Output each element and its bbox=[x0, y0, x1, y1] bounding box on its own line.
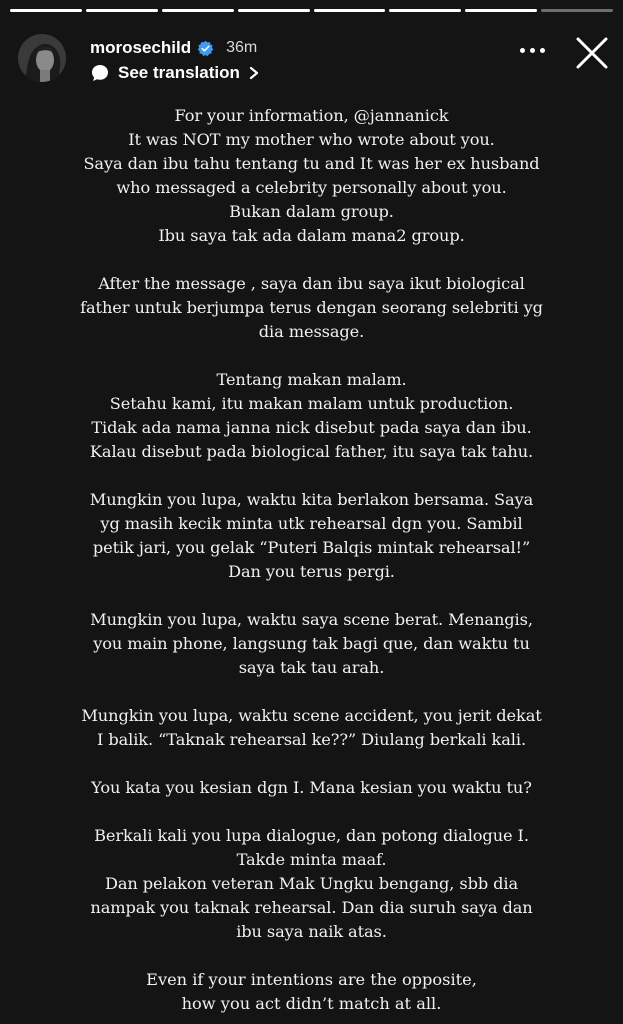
story-paragraph bbox=[20, 704, 603, 752]
verified-badge-icon bbox=[197, 40, 214, 57]
story-line: After the message , saya dan ibu saya ikut biological bbox=[98, 274, 525, 293]
story-line: Saya dan ibu tahu tentang tu and It was her ex husband bbox=[83, 154, 540, 173]
story-paragraph bbox=[20, 272, 603, 344]
more-dot-icon bbox=[540, 48, 545, 53]
story-line: yg masih kecik minta utk rehearsal dgn you. Sambil bbox=[100, 514, 523, 533]
progress-segment bbox=[10, 9, 82, 12]
story-line: father untuk berjumpa terus dengan seorang selebriti yg bbox=[80, 298, 543, 317]
story-progress-bar bbox=[10, 9, 613, 13]
story-paragraph bbox=[20, 104, 603, 248]
story-line: ibu saya naik atas. bbox=[236, 922, 387, 941]
story-line: I balik. “Taknak rehearsal ke??” Diulang berkali kali. bbox=[96, 730, 526, 749]
story-text bbox=[20, 104, 603, 968]
story-paragraph bbox=[20, 608, 603, 680]
story-header bbox=[18, 26, 609, 90]
story-line: Tentang makan malam. bbox=[216, 370, 407, 389]
progress-segment bbox=[314, 9, 386, 12]
avatar[interactable] bbox=[18, 34, 66, 82]
more-options-button[interactable] bbox=[520, 48, 545, 53]
avatar-image bbox=[18, 34, 66, 82]
close-icon[interactable] bbox=[575, 36, 609, 70]
story-line: Bukan dalam group. bbox=[229, 202, 394, 221]
story-line: Takde minta maaf. bbox=[236, 850, 387, 869]
translate-bubble-icon bbox=[90, 63, 110, 83]
story-line: Tidak ada nama janna nick disebut pada saya dan ibu. bbox=[91, 418, 532, 437]
story-line: It was NOT my mother who wrote about you. bbox=[128, 130, 495, 149]
story-line: You kata you kesian dgn I. Mana kesian you waktu tu? bbox=[91, 778, 532, 797]
story-line: Dan pelakon veteran Mak Ungku bengang, sbb dia bbox=[104, 874, 519, 893]
story-line: Setahu kami, itu makan malam untuk production. bbox=[109, 394, 514, 413]
progress-segment bbox=[162, 9, 234, 12]
user-row bbox=[90, 38, 257, 58]
story-line: Mungkin you lupa, waktu kita berlakon bersama. Saya bbox=[89, 490, 534, 509]
story-line: Mungkin you lupa, waktu saya scene berat. Menangis, bbox=[90, 610, 533, 629]
story-paragraph bbox=[20, 824, 603, 944]
story-line: nampak you taknak rehearsal. Dan dia suruh saya dan bbox=[90, 898, 533, 917]
progress-segment bbox=[86, 9, 158, 12]
story-paragraph bbox=[20, 776, 603, 800]
progress-segment bbox=[238, 9, 310, 12]
story-line: saya tak tau arah. bbox=[238, 658, 385, 677]
see-translation-label: See translation bbox=[118, 63, 240, 82]
story-line: who messaged a celebrity personally about you. bbox=[116, 178, 507, 197]
story-line: For your information, @jannanick bbox=[174, 106, 449, 125]
story-line: Berkali kali you lupa dialogue, dan potong dialogue I. bbox=[94, 826, 529, 845]
story-line: dia message. bbox=[258, 322, 365, 341]
story-line: Ibu saya tak ada dalam mana2 group. bbox=[158, 226, 465, 245]
footer-line: Even if your intentions are the opposite, bbox=[146, 970, 477, 989]
story-footer-text bbox=[20, 968, 603, 1016]
progress-segment bbox=[465, 9, 537, 12]
chevron-right-icon bbox=[248, 66, 260, 80]
story-line: Kalau disebut pada biological father, itu saya tak tahu. bbox=[89, 442, 534, 461]
footer-line: how you act didn’t match at all. bbox=[181, 994, 442, 1013]
see-translation-link[interactable] bbox=[90, 63, 260, 83]
post-time: 36m bbox=[226, 39, 258, 56]
story-paragraph bbox=[20, 368, 603, 464]
username[interactable]: morosechild bbox=[90, 38, 192, 57]
story-line: Dan you terus pergi. bbox=[228, 562, 395, 581]
progress-segment bbox=[389, 9, 461, 12]
story-paragraph bbox=[20, 488, 603, 584]
story-line: you main phone, langsung tak bagi que, dan waktu tu bbox=[93, 634, 530, 653]
progress-segment bbox=[541, 9, 613, 12]
more-dot-icon bbox=[520, 48, 525, 53]
more-dot-icon bbox=[530, 48, 535, 53]
story-line: Mungkin you lupa, waktu scene accident, you jerit dekat bbox=[81, 706, 542, 725]
story-line: petik jari, you gelak “Puteri Balqis mintak rehearsal!” bbox=[92, 538, 531, 557]
